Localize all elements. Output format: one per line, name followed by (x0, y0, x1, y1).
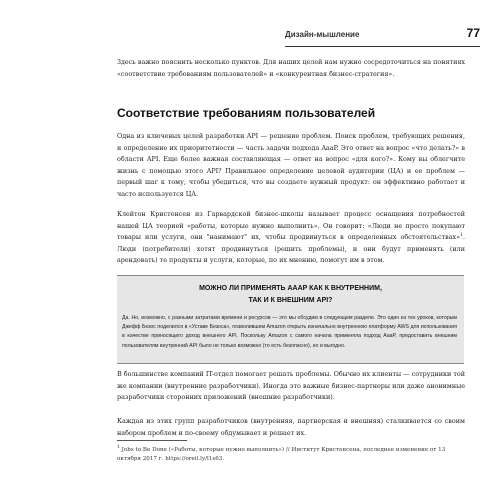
footnote-text: Jobs to Be Done («Работы, которые нужно выполнить») // Институт Кристенсена, последнее изменение от 13 октября 2017 г. https://oreil.ly/l1s63. (117, 447, 446, 462)
body-paragraph-2-text: Клейтон Кристенсен из Гарвардской бизнес-школы называет процесс оснащения потребностей нашей ЦА теорией «работы, которые нужно выполнить». Он говорит: «Люди не просто покупают товары или услуги, они "нанимают" их, чтобы продвинуться в определенных обстоятельствах» (117, 210, 465, 242)
footnote-marker: 1 (117, 445, 120, 451)
page-number: 77 (466, 26, 480, 40)
section-heading: Соответствие требованиям пользователей (117, 106, 376, 120)
body-paragraph-4: Каждая из этих групп разработчиков (внутренняя, партнерская и внешняя) сталкивается со своим набором проблем и по-своему обдумывает и решает их. (117, 417, 465, 437)
intro-paragraph: Здесь важно пояснить несколько пунктов. Для наших целей нам нужно сосредоточиться на понятиях «соответствие требованиям пользователей» и «конкурентная бизнес-стратегия». (117, 58, 465, 78)
body-paragraph-2-text-end: . Люди (потребители) хотят продвинуться (решить проблемы), и они будут применять (или арендовать) те продукты и услуги, которые, по их мнению, помогут им в этом. (117, 233, 465, 265)
body-paragraph-1: Одна из ключевых целей разработки API — решение проблем. Поиск проблем, требующих решения, и определение их приоритетности — часть задачи подхода AaaP. Это ответ на вопрос «что делать?» в области API. Еще более важная составляющая — ответ на вопрос «для кого?». Кому вы облегчите жизнь с помощью этого API? Правильное определение целевой аудитории (ЦА) и ее проблем — первый шаг к тому, чтобы убедиться, что вы создаете нужный продукт: он эффективно работает и часто используется ЦА. (117, 132, 465, 198)
sidebar-body: Да. Но, возможно, с разными затратами времени и ресурсов — это мы обсудим в следующем разделе. Это один из тех уроков, которым Джефф Безос поделился в «Уставе Безоса», позволившем Amazon открыть изначально внутреннюю платформу AWS для использования в качестве приносящего доход внешнего API. Поскольку Amazon с самого начала применяла подход AaaP, предоставить внешним пользователям внутренний API было не только возможно (то есть безопасно), но и выгодно. (122, 315, 457, 349)
body-paragraph-2 (117, 209, 465, 267)
sidebar-title-line-1: МОЖНО ЛИ ПРИМЕНЯТЬ AAAP КАК К ВНУТРЕННИМ, (199, 285, 382, 292)
sidebar-title-line-2: ТАК И К ВНЕШНИМ API? (248, 297, 333, 304)
footnote-divider (117, 440, 187, 441)
body-paragraph-3: В большинстве компаний IT-отдел помогает решать проблемы. Обычно их клиенты — сотрудники той же компании (внутренние разработчики). Иногда это важные бизнес-партнеры или даже анонимные разработчики сторонних приложений (внешние разработчики). (117, 370, 465, 402)
footnote (117, 446, 465, 464)
footnote-reference[interactable]: 1 (460, 233, 463, 239)
sidebar-box (117, 275, 464, 364)
running-header (285, 26, 480, 47)
sidebar-title (117, 283, 464, 307)
running-header-title: Дизайн-мышление (285, 30, 360, 39)
